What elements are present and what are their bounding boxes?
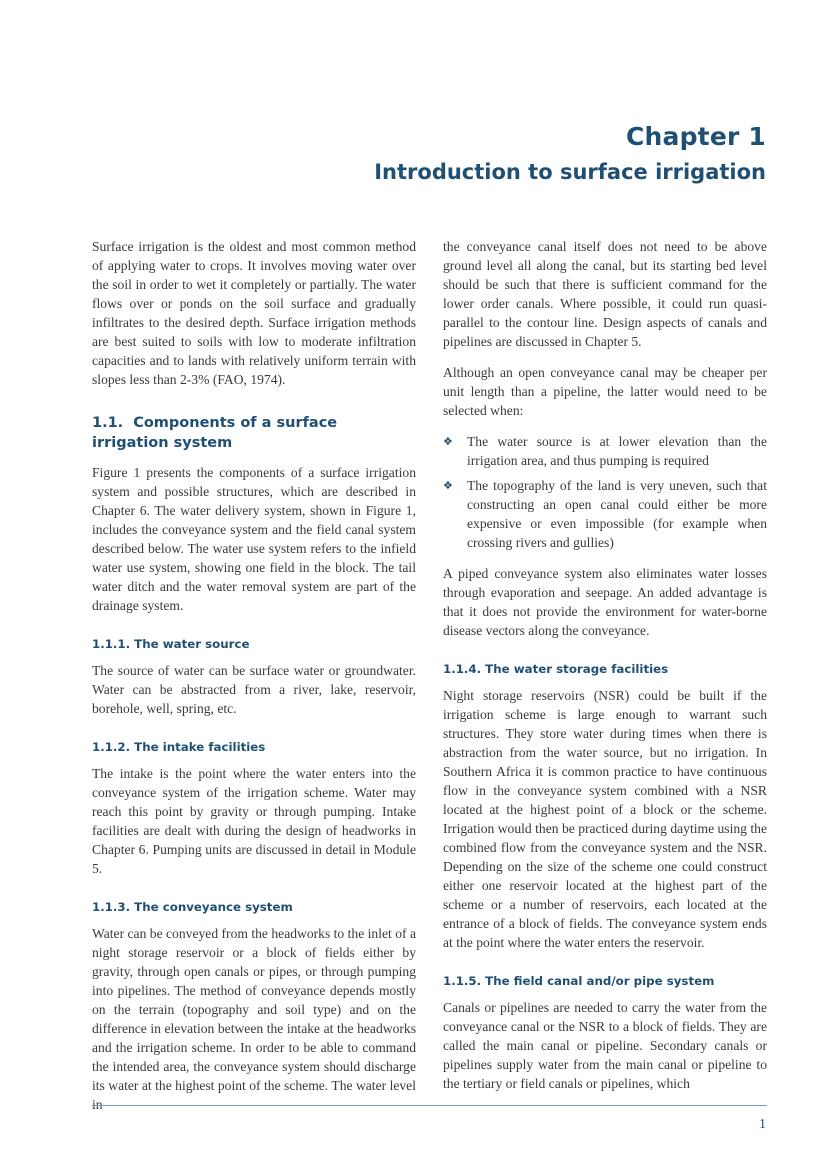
- section-title: Components of a surface irrigation system: [92, 415, 338, 451]
- bullet-text: The water source is at lower elevation than the irrigation area, and thus pumping is required: [467, 434, 767, 468]
- footer-rule: [92, 1105, 767, 1106]
- subsection-heading-1-1-3: 1.1.3. The conveyance system: [92, 900, 293, 914]
- list-item: [443, 432, 767, 470]
- continuation-paragraph: the conveyance canal itself does not need to be above ground level all along the canal, but its starting bed level should be such that there is sufficient command for the lower order canals. Where possible, it could run quasi-parallel to the contour line. Design aspects of canals and pipelines are discussed in Chapter 5.: [443, 239, 767, 349]
- section-heading-1-1: [92, 413, 416, 453]
- pipeline-intro-paragraph: Although an open conveyance canal may be cheaper per unit length than a pipeline, the latter would need to be selected when:: [443, 365, 767, 418]
- subsection-1-1-2-body: The intake is the point where the water enters into the conveyance system of the irrigation scheme. Water may reach this point by gravity or through pumping. Intake facilities are dealt with during the design of headworks in Chapter 6. Pumping units are discussed in detail in Module 5.: [92, 766, 416, 876]
- intro-paragraph: Surface irrigation is the oldest and most common method of applying water to crops. It involves moving water over the soil in order to wet it completely or partially. The water flows over or ponds on the soil surface and gradually infiltrates to the desired depth. Surface irrigation methods are best suited to soils with low to moderate infiltration capacities and to lands with relatively uniform terrain with slopes less than 2-3% (FAO, 1974).: [92, 239, 416, 387]
- section-1-1-body: Figure 1 presents the components of a surface irrigation system and possible structures, which are described in Chapter 6. The water delivery system, shown in Figure 1, includes the conveyance system and the field canal system described below. The water use system refers to the infield water use system, showing one field in the block. The tail water ditch and the water removal system are part of the drainage system.: [92, 465, 416, 613]
- chapter-title: Introduction to surface irrigation: [374, 160, 766, 184]
- list-item: [443, 476, 767, 552]
- diamond-bullet-icon: ❖: [443, 479, 453, 492]
- subsection-heading-1-1-2: 1.1.2. The intake facilities: [92, 740, 266, 754]
- section-number: 1.1.: [92, 415, 124, 431]
- subsection-heading-1-1-4: 1.1.4. The water storage facilities: [443, 662, 669, 676]
- page-number: 1: [759, 1117, 766, 1132]
- chapter-label: Chapter 1: [625, 122, 766, 151]
- bullet-list: [443, 432, 767, 552]
- diamond-bullet-icon: ❖: [443, 435, 453, 448]
- subsection-heading-1-1-5: 1.1.5. The field canal and/or pipe system: [443, 974, 715, 988]
- subsection-1-1-1-body: The source of water can be surface water or groundwater. Water can be abstracted from a river, lake, reservoir, borehole, well, spring, etc.: [92, 663, 416, 716]
- subsection-1-1-4-body: Night storage reservoirs (NSR) could be built if the irrigation scheme is large enough to warrant such structures. They store water during times when there is abstraction from the water source, but no irrigation. In Southern Africa it is common practice to have continuous flow in the conveyance system combined with a NSR located at the highest point of a block or the scheme. Irrigation would then be practiced during daytime using the combined flow from the conveyance system and the NSR. Depending on the size of the scheme one could construct either one reservoir located at the highest part of the scheme or a number of reservoirs, each located at the entrance of a block of fields. The conveyance system ends at the point where the water enters the reservoir.: [443, 688, 767, 950]
- subsection-1-1-5-body: Canals or pipelines are needed to carry the water from the conveyance canal or the NSR to a block of fields. They are called the main canal or pipeline. Secondary canals or pipelines supply water from the main canal or pipeline to the tertiary or field canals or pipelines, which: [443, 1000, 767, 1091]
- bullet-text: The topography of the land is very uneven, such that constructing an open canal could either be more expensive or even impossible (for example when crossing rivers and gullies): [467, 478, 767, 550]
- subsection-1-1-3-body: Water can be conveyed from the headworks to the inlet of a night storage reservoir or a block of fields either by gravity, through open canals or pipes, or through pumping into pipelines. The method of conveyance depends mostly on the terrain (topography and soil type) and on the difference in elevation between the intake at the headworks and the irrigation scheme. In order to be able to command the intended area, the conveyance system should discharge its water at the highest point of the scheme. The water level: [92, 926, 416, 1093]
- left-column: [92, 237, 416, 1126]
- piped-advantage-paragraph: A piped conveyance system also eliminates water losses through evaporation and seepage. An added advantage is that it does not provide the environment for water-borne disease vectors along the conveyance.: [443, 566, 767, 638]
- subsection-heading-1-1-1: 1.1.1. The water source: [92, 637, 250, 651]
- right-column: [443, 237, 767, 1105]
